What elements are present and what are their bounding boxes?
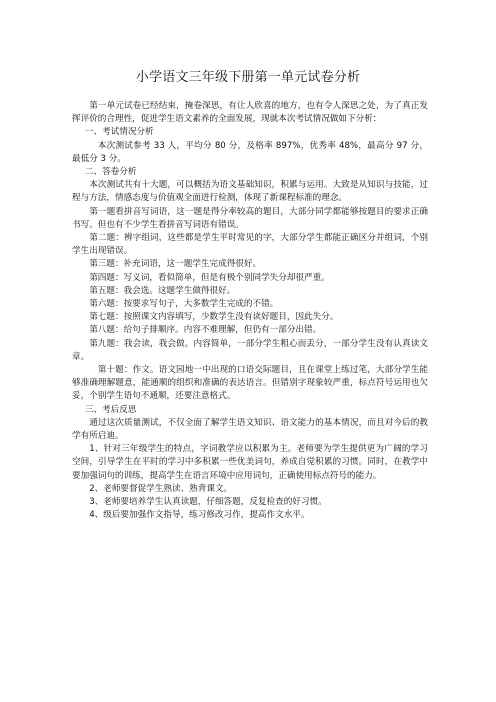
question-8-paragraph: 第八题：给句子排顺序。内容不难理解，但仍有一部分出错。 <box>89 325 322 336</box>
document-body <box>72 100 428 523</box>
question-10-paragraph: 第十题：作文。语文园地一中出现的口语交际题目，且在课堂上练过笔，大部分学生能够准确理解题意，能通顺的组织和准确的表达语言。但错别字现象较严重，标点符号运用也欠妥，个别学生语句不通顺，还要注意格式。 <box>72 365 428 402</box>
intro-paragraph: 第一单元试卷已经结束，掩卷深思，有让人欣喜的地方，也有令人深思之处，为了真正发挥评价的合理性，促进学生语文素养的全面发展，现就本次考试情况做如下分析： <box>72 101 428 125</box>
reflection-item-4: 4、级后要加强作文指导，练习修改习作，提高作文水平。 <box>89 510 310 521</box>
answer-overview-paragraph: 本次测试共有十大题，可以概括为语文基础知识，积累与运用。大致是从知识与技能，过程与方法，情感态度与价值观全面进行检测，体现了新课程标准的理念。 <box>72 180 428 204</box>
question-3-paragraph: 第三题：补充词语，这一题学生完成得很好。 <box>89 259 262 270</box>
question-6-paragraph: 第六题：按要求写句子，大多数学生完成的不错。 <box>89 299 279 310</box>
question-7-paragraph: 第七题：按照课文内容填写，少数学生没有读好题目，因此失分。 <box>89 312 339 323</box>
question-1-paragraph: 第一题看拼音写词语，这一题是得分率较高的题目，大部分同学都能够按题目的要求正确书写。但也有不少学生看拼音写词语有错误。 <box>72 206 428 230</box>
section-heading-2: 二、答卷分析 <box>84 167 137 178</box>
question-9-paragraph: 第九题：我会读，我会做。内容简单，一部分学生粗心而丢分，一部分学生没有认真读文章。 <box>72 338 428 362</box>
section-heading-3: 三、考后反思 <box>84 404 137 415</box>
question-2-paragraph: 第二题：辨字组词，这些都是学生平时常见的字，大部分学生都能正确区分并组词，个别学生出现错误。 <box>72 233 428 257</box>
score-summary-paragraph: 本次测试参考 33 人，平均分 80 分，及格率 897%，优秀率 48%，最高分 97 分，最低分 3 分。 <box>72 140 428 164</box>
section-heading-1: 一、考试情况分析 <box>84 127 154 138</box>
reflection-item-2: 2、老师要督促学生熟读、熟背课文。 <box>89 483 233 494</box>
reflection-intro-paragraph: 通过这次质量测试，不仅全面了解学生语文知识、语文能力的基本情况，而且对今后的教学有所启迪。 <box>72 417 428 442</box>
reflection-item-1: 1、针对三年级学生的特点，字词教学应以积累为主。老师要为学生提供更为广阔的学习空间，引导学生在平时的学习中多积累一些优美词句，养成自觉积累的习惯。同时，在教学中要加强词句的训练，提高学生在语言环境中应用词句，正确使用标点符号的能力。 <box>72 444 428 481</box>
reflection-item-3: 3、老师要培养学生认真读题，仔细答题，反复检查的好习惯。 <box>89 497 327 508</box>
question-4-paragraph: 第四题：写义词，看似简单，但是有极个别同学失分却很严重。 <box>89 272 330 283</box>
document-title: 小学语文三年级下册第一单元试卷分析 <box>135 70 361 85</box>
question-5-paragraph: 第五题：我会选。这题学生做得很好。 <box>89 285 236 296</box>
